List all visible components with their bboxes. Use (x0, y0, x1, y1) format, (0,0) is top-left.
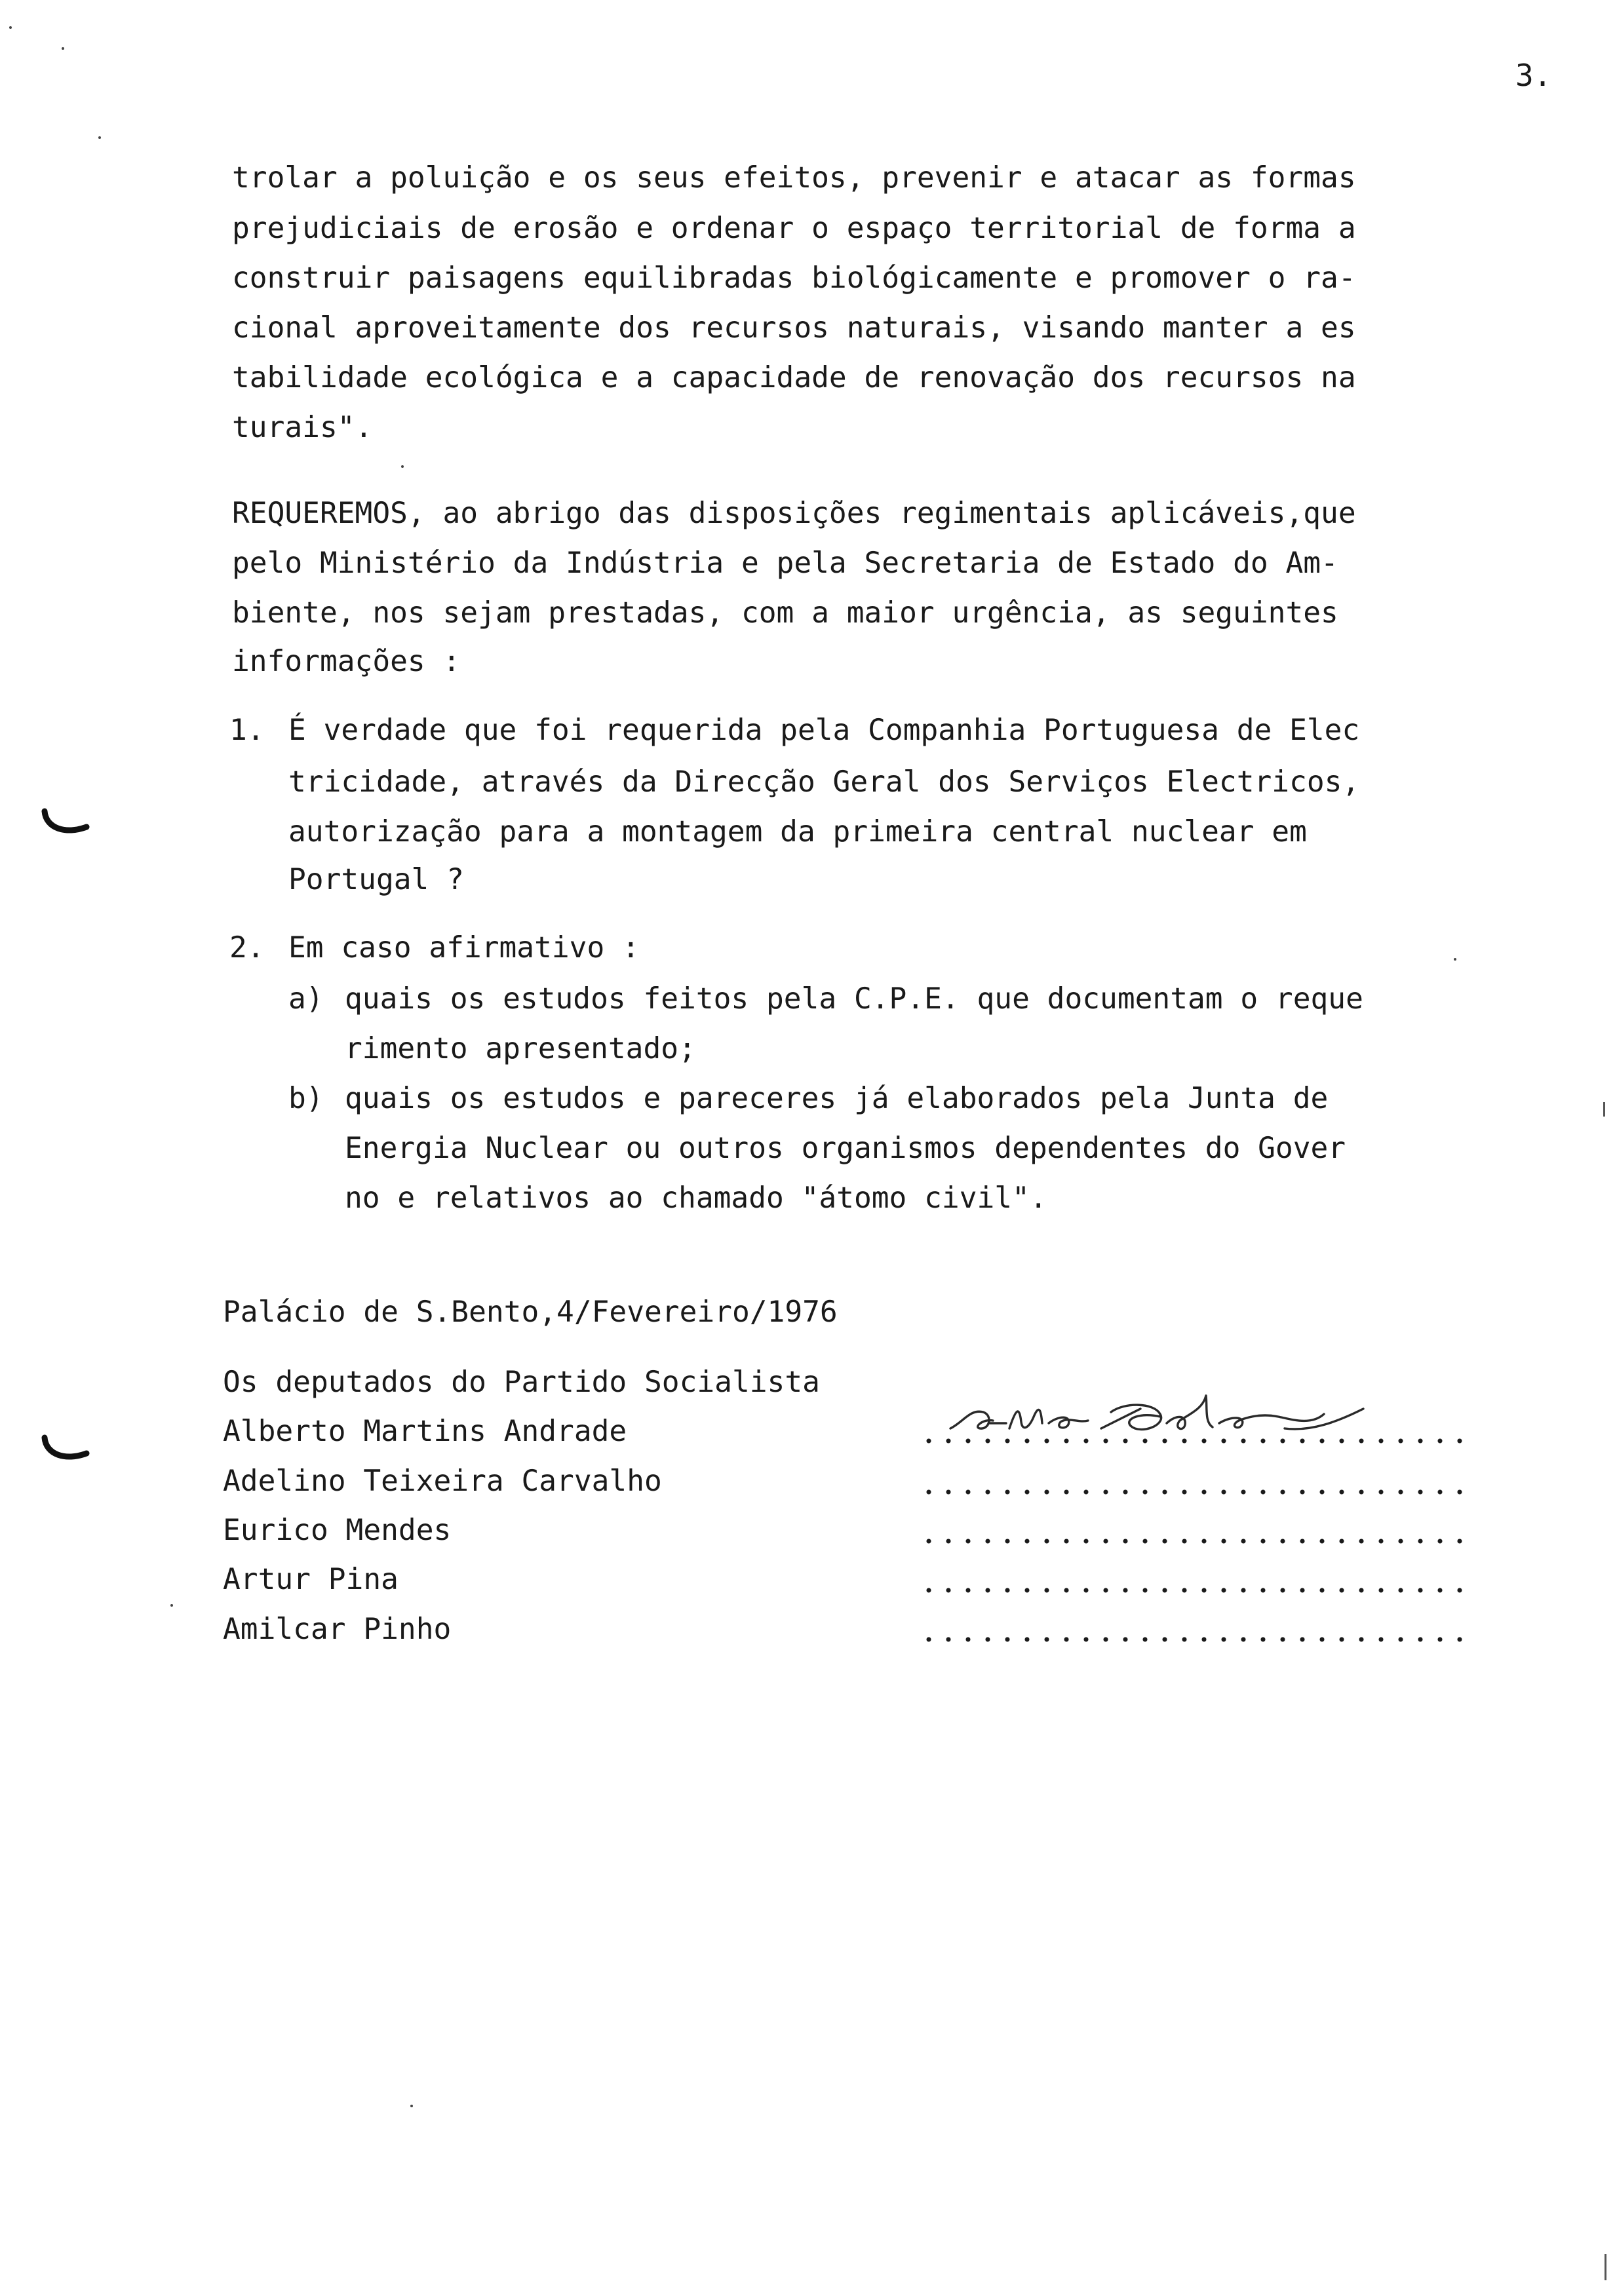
signature-dotted-line (919, 1587, 1469, 1594)
sub-item-label: a) (288, 982, 324, 1016)
signatory-name: Eurico Mendes (223, 1514, 452, 1547)
item-line: É verdade que foi requerida pela Companhia Portuguesa de Elec (288, 714, 1360, 747)
sub-item-line: Energia Nuclear ou outros organismos dependentes do Gover (345, 1132, 1346, 1165)
paragraph-line: tabilidade ecológica e a capacidade de renovação dos recursos na (232, 361, 1356, 394)
scan-speck (9, 26, 12, 29)
paragraph-line: informações : (232, 645, 461, 678)
margin-hole-mark (39, 806, 92, 839)
margin-hole-mark (39, 1432, 92, 1465)
place-date: Palácio de S.Bento,4/Fevereiro/1976 (223, 1295, 838, 1329)
handwritten-signature (944, 1383, 1481, 1455)
scan-edge-mark (1603, 1102, 1605, 1117)
paragraph-line: cional aproveitamente dos recursos naturais, visando manter a es (232, 311, 1356, 345)
scan-speck (401, 465, 404, 468)
paragraph-line: turais". (232, 411, 373, 444)
scan-edge-mark (1605, 2254, 1606, 2280)
paragraph-line: biente, nos sejam prestadas, com a maior urgência, as seguintes (232, 596, 1338, 630)
signature-dotted-line (919, 1489, 1469, 1495)
item-line: tricidade, através da Direcção Geral dos Serviços Electricos, (288, 765, 1360, 799)
signatory-name: Adelino Teixeira Carvalho (223, 1464, 662, 1498)
item-number: 2. (229, 931, 265, 965)
paragraph-line: pelo Ministério da Indústria e pela Secretaria de Estado do Am- (232, 546, 1338, 580)
item-line: Portugal ? (288, 863, 464, 896)
sub-item-line: quais os estudos e pareceres já elaborados pela Junta de (345, 1082, 1329, 1115)
paragraph-line: prejudiciais de erosão e ordenar o espaço territorial de forma a (232, 212, 1356, 245)
item-number: 1. (229, 714, 265, 747)
signatory-name: Alberto Martins Andrade (223, 1415, 627, 1448)
signatories-heading: Os deputados do Partido Socialista (223, 1366, 820, 1399)
sub-item-label: b) (288, 1082, 324, 1115)
scan-speck (98, 136, 101, 139)
sub-item-line: rimento apresentado; (345, 1032, 696, 1065)
item-line: Em caso afirmativo : (288, 931, 640, 965)
signatory-name: Amilcar Pinho (223, 1613, 452, 1646)
paragraph-line: trolar a poluição e os seus efeitos, prevenir e atacar as formas (232, 161, 1356, 195)
signature-dotted-line (919, 1538, 1469, 1544)
signatory-name: Artur Pina (223, 1563, 399, 1596)
sub-item-line: quais os estudos feitos pela C.P.E. que documentam o reque (345, 982, 1363, 1016)
scan-speck (62, 47, 64, 50)
scan-speck (170, 1604, 173, 1607)
scan-speck (1454, 958, 1456, 961)
sub-item-line: no e relativos ao chamado "átomo civil". (345, 1181, 1047, 1215)
paragraph-line: construir paisagens equilibradas biológicamente e promover o ra- (232, 261, 1356, 295)
page-number: 3. (1515, 58, 1552, 93)
scan-speck (410, 2105, 413, 2107)
paragraph-line: REQUEREMOS, ao abrigo das disposições regimentais aplicáveis,que (232, 497, 1356, 530)
signature-dotted-line (919, 1636, 1469, 1643)
item-line: autorização para a montagem da primeira central nuclear em (288, 815, 1307, 849)
